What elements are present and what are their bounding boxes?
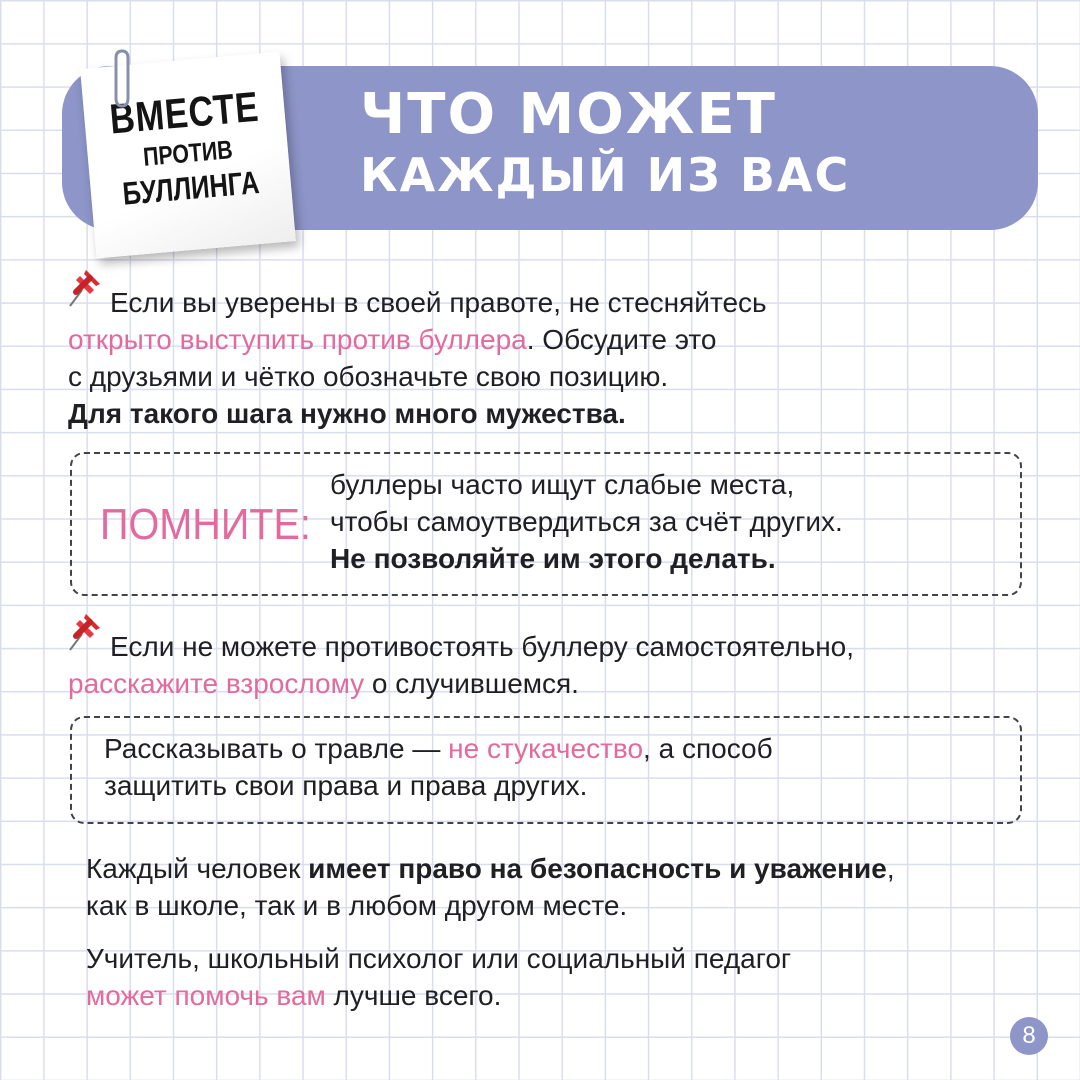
sticker-line3: БУЛЛИНГА (121, 163, 261, 212)
tip1-text-a: Если вы уверены в своей правоте, не стесняйтесь (110, 287, 767, 318)
tip1-text-b: . Обсудите это (526, 324, 717, 355)
closing2-highlight: может помочь вам (86, 980, 326, 1011)
remember-label: ПОМНИТЕ: (100, 500, 311, 549)
closing2-paragraph (86, 940, 791, 1014)
closing1-text-b: , (886, 853, 895, 884)
page-title-line1: ЧТО МОЖЕТ (360, 82, 777, 147)
tip2-text-b: о случившемся. (364, 668, 579, 699)
closing2-text-b: лучше всего. (325, 980, 502, 1011)
note-text-c: защитить свои права и права других. (104, 770, 588, 801)
remember-line1: буллеры часто ищут слабые места, (330, 469, 795, 500)
page-number-badge: 8 (1010, 1017, 1048, 1055)
note-text (104, 730, 773, 804)
remember-line3: Не позволяйте им этого делать. (330, 543, 776, 574)
closing1-paragraph (86, 850, 895, 924)
tip1-highlight: открыто выступить против буллера (68, 324, 527, 355)
note-text-a: Рассказывать о травле — (104, 733, 449, 764)
page-title (360, 82, 851, 202)
sticker-line1: ВМЕСТЕ (107, 82, 261, 143)
closing1-text-c: как в школе, так и в любом другом месте. (86, 890, 628, 921)
tip2-paragraph (68, 628, 854, 702)
tip2-text-a: Если не можете противостоять буллеру самостоятельно, (110, 631, 855, 662)
remember-text (330, 466, 843, 577)
closing1-text-a: Каждый человек (86, 853, 309, 884)
note-text-b: , а способ (643, 733, 773, 764)
paperclip-icon (110, 48, 134, 110)
tip1-text-c: с друзьями и чётко обозначьте свою позицию. (68, 361, 669, 392)
tip2-highlight: расскажите взрослому (68, 668, 365, 699)
page-title-line2: КАЖДЫЙ ИЗ ВАС (360, 147, 851, 202)
tip1-bold: Для такого шага нужно много мужества. (68, 398, 626, 429)
tip1-paragraph (68, 284, 767, 432)
note-highlight: не стукачество (448, 733, 644, 764)
closing2-text-a: Учитель, школьный психолог или социальный педагог (86, 943, 792, 974)
remember-line2: чтобы самоутвердиться за счёт других. (330, 506, 843, 537)
closing1-bold: имеет право на безопасность и уважение (308, 853, 887, 884)
sticker-line2: ПРОТИВ (141, 134, 234, 172)
